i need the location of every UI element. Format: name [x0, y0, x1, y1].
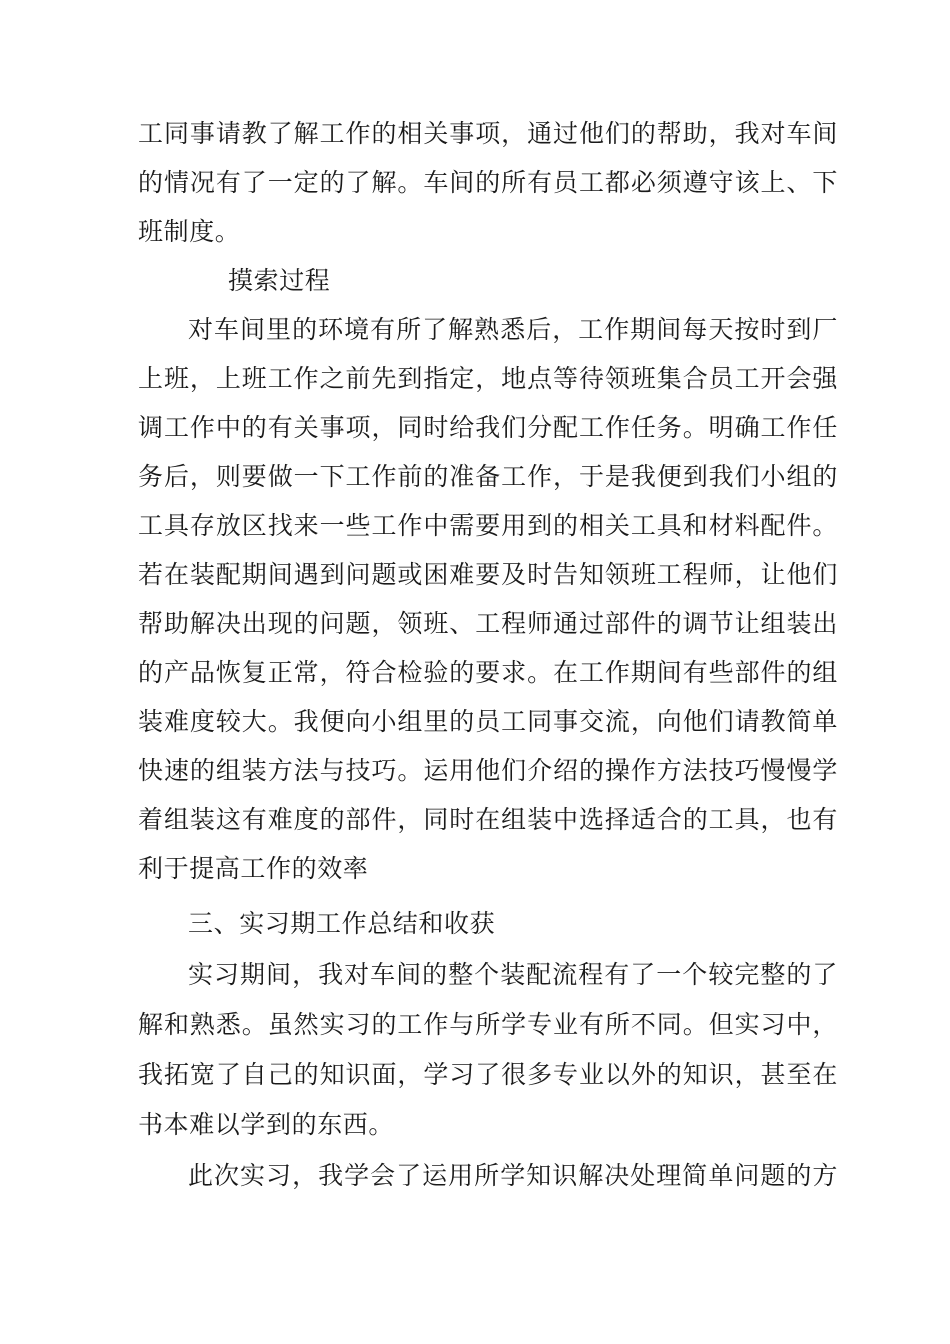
paragraph-line: 对车间里的环境有所了解熟悉后，工作期间每天按时到厂 [188, 315, 838, 344]
paragraph-line: 书本难以学到的东西。 [138, 1110, 395, 1139]
paragraph-line: 的产品恢复正常，符合检验的要求。在工作期间有些部件的组 [138, 658, 838, 687]
section-heading: 三、实习期工作总结和收获 [188, 909, 496, 938]
section-heading: 摸索过程 [228, 266, 331, 295]
paragraph-line: 我拓宽了自己的知识面，学习了很多专业以外的知识，甚至在 [138, 1060, 838, 1089]
paragraph-line: 工具存放区找来一些工作中需要用到的相关工具和材料配件。 [138, 511, 838, 540]
paragraph-line: 解和熟悉。虽然实习的工作与所学专业有所不同。但实习中， [138, 1010, 838, 1039]
paragraph-line: 若在装配期间遇到问题或困难要及时告知领班工程师，让他们 [138, 560, 838, 589]
paragraph-line: 利于提高工作的效率 [138, 854, 369, 883]
paragraph-line: 实习期间，我对车间的整个装配流程有了一个较完整的了 [188, 960, 838, 989]
paragraph-line: 上班，上班工作之前先到指定，地点等待领班集合员工开会强 [138, 364, 838, 393]
paragraph-line: 帮助解决出现的问题，领班、工程师通过部件的调节让组装出 [138, 609, 838, 638]
paragraph-line: 快速的组装方法与技巧。运用他们介绍的操作方法技巧慢慢学 [138, 756, 838, 785]
paragraph-line: 班制度。 [138, 217, 241, 246]
paragraph-line: 着组装这有难度的部件，同时在组装中选择适合的工具，也有 [138, 805, 838, 834]
paragraph-line: 的情况有了一定的了解。车间的所有员工都必须遵守该上、下 [138, 168, 838, 197]
paragraph-line: 务后，则要做一下工作前的准备工作，于是我便到我们小组的 [138, 462, 838, 491]
paragraph-line: 工同事请教了解工作的相关事项，通过他们的帮助，我对车间 [138, 119, 838, 148]
paragraph-line: 此次实习，我学会了运用所学知识解决处理简单问题的方 [188, 1161, 838, 1190]
paragraph-line: 调工作中的有关事项，同时给我们分配工作任务。明确工作任 [138, 413, 838, 442]
paragraph-line: 装难度较大。我便向小组里的员工同事交流，向他们请教简单 [138, 707, 838, 736]
